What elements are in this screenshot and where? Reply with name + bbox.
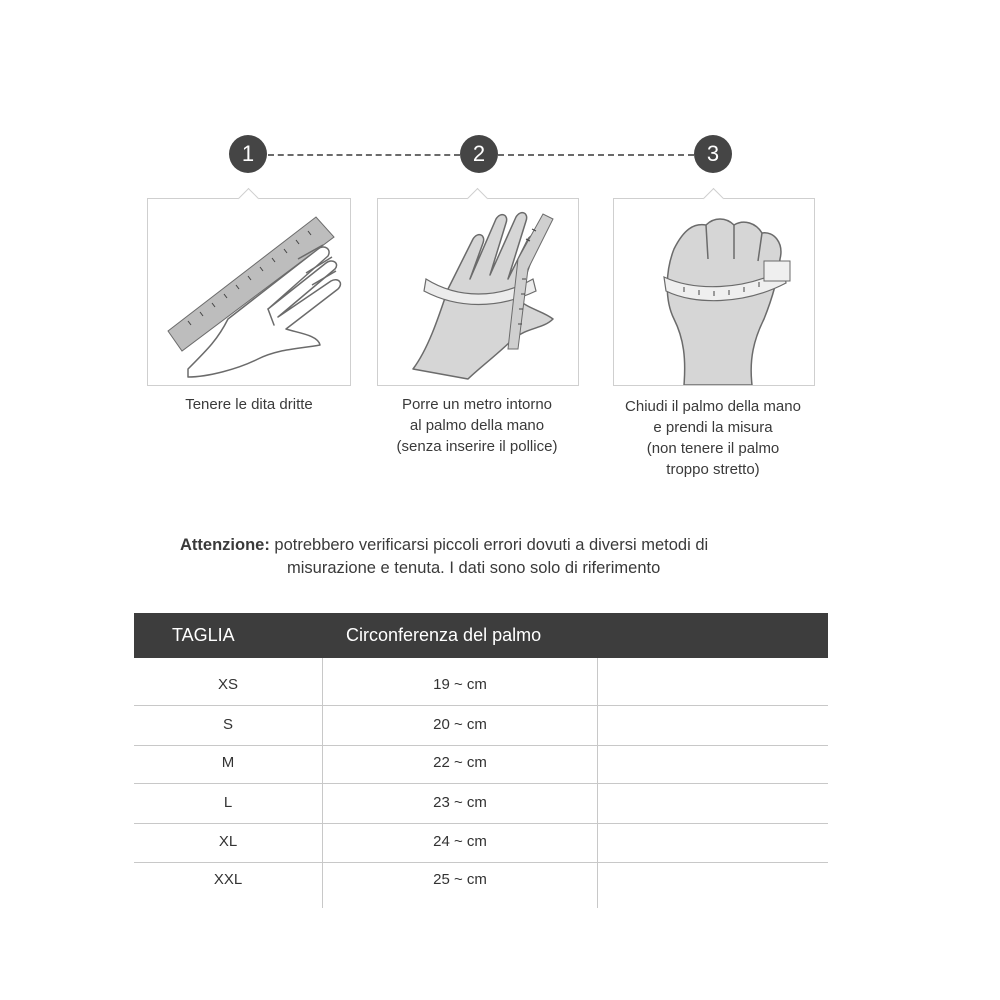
table-row xyxy=(134,860,828,900)
step-number-3: 3 xyxy=(694,135,732,173)
table-header xyxy=(134,613,828,658)
row-size: XS xyxy=(217,676,238,693)
row-value: 19 ~ cm xyxy=(433,676,487,693)
step-number-2: 2 xyxy=(460,135,498,173)
header-size: TAGLIA xyxy=(172,625,235,645)
fist-tape-measure-icon xyxy=(614,199,814,385)
row-value: 24 ~ cm xyxy=(433,833,487,850)
notice-line1: potrebbero verificarsi piccoli errori dovuti a diversi metodi di xyxy=(274,536,709,554)
header-circumference: Circonferenza del palmo xyxy=(346,625,542,645)
step-connector xyxy=(498,154,694,156)
row-value: 25 ~ cm xyxy=(433,871,487,888)
row-value: 20 ~ cm xyxy=(433,716,487,733)
row-size: XL xyxy=(218,833,238,850)
table-row xyxy=(134,783,828,824)
row-size: M xyxy=(221,754,235,771)
row-value: 22 ~ cm xyxy=(433,754,487,771)
step-number-1: 1 xyxy=(229,135,267,173)
column-divider xyxy=(322,658,323,908)
step-2-caption: Porre un metro intorno al palmo della mano (senza inserire il pollice) xyxy=(396,396,558,455)
column-divider xyxy=(597,658,598,908)
flat-hand-ruler-icon xyxy=(148,199,350,385)
notice-text xyxy=(180,534,820,580)
step-connector xyxy=(268,154,460,156)
step-3-caption: Chiudi il palmo della mano e prendi la misura (non tenere il palmo troppo stretto) xyxy=(625,398,801,478)
step-1-caption: Tenere le dita dritte xyxy=(185,396,313,413)
notice-line2: misurazione e tenuta. I dati sono solo di riferimento xyxy=(287,559,661,577)
table-row xyxy=(134,822,828,863)
notice-label: Attenzione: xyxy=(180,536,270,554)
step-1-illustration xyxy=(147,198,351,386)
step-3-illustration xyxy=(613,198,815,386)
step-2-illustration xyxy=(377,198,579,386)
table-row xyxy=(134,665,828,706)
table-row xyxy=(134,743,828,784)
row-size: S xyxy=(222,716,233,733)
palm-tape-measure-icon xyxy=(378,199,578,385)
row-size: L xyxy=(223,794,233,811)
row-size: XXL xyxy=(213,871,243,888)
row-value: 23 ~ cm xyxy=(433,794,487,811)
table-row xyxy=(134,705,828,746)
